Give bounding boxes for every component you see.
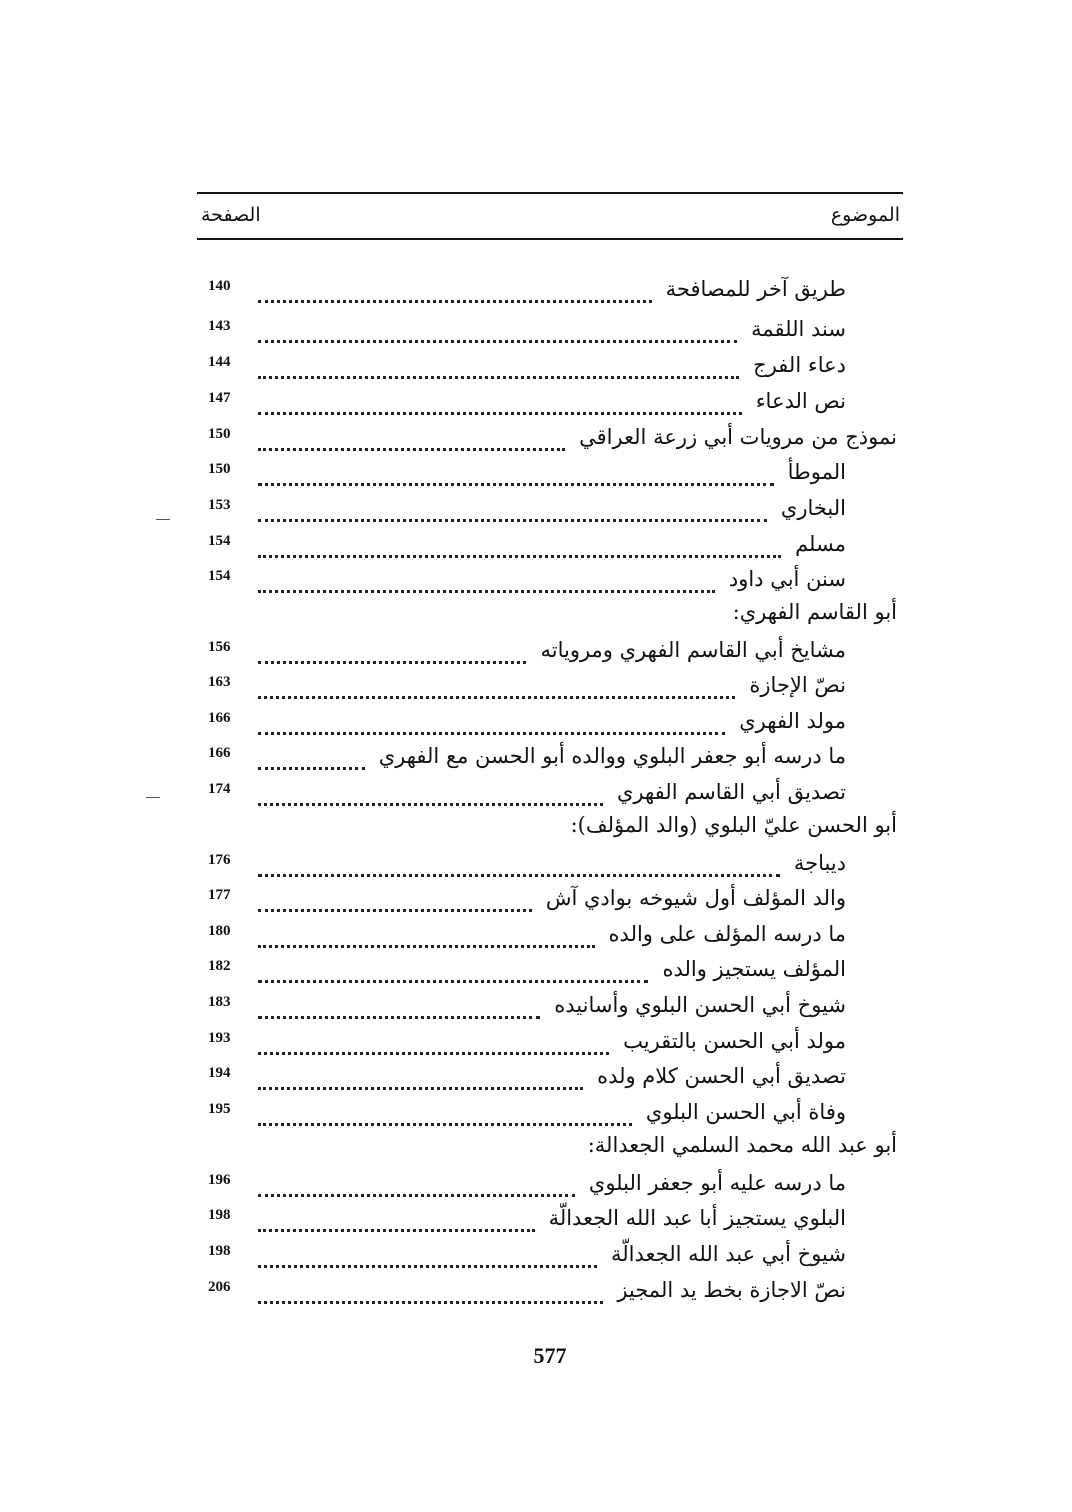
toc-entry[interactable] <box>0 993 1072 1032</box>
toc-entry-title: مسلم <box>795 532 846 556</box>
toc-entry[interactable] <box>0 567 1072 606</box>
toc-entry[interactable] <box>0 957 1072 996</box>
leader-dots <box>258 767 365 770</box>
toc-entry-title: شيوخ أبي عبد الله الجعدالّة <box>611 1242 846 1266</box>
toc-entry[interactable] <box>0 1278 1072 1317</box>
toc-entry-title: مشايخ أبي القاسم الفهري ومروياته <box>540 638 846 662</box>
toc-entry-page: 140 <box>208 278 231 294</box>
toc-entry-title: والد المؤلف أول شيوخه بوادي آش <box>545 886 846 910</box>
margin-mark <box>156 519 170 520</box>
leader-dots <box>258 980 648 983</box>
toc-entry-page: 166 <box>208 745 231 761</box>
toc-entry-page: 150 <box>208 461 231 477</box>
leader-dots <box>258 519 767 522</box>
leader-dots <box>258 909 532 912</box>
toc-entry-title: ما درسه عليه أبو جعفر البلوي <box>588 1171 846 1195</box>
toc-entry-page: 154 <box>208 533 231 549</box>
toc-entry-title: تصديق أبي الحسن كلام ولده <box>597 1064 846 1088</box>
toc-entry-page: 194 <box>208 1065 231 1081</box>
leader-dots <box>258 1301 603 1304</box>
toc-entry[interactable] <box>0 425 1072 464</box>
toc-entry-title: تصديق أبي القاسم الفهري <box>616 780 846 804</box>
header-bottom-rule <box>197 238 903 240</box>
toc-entry-page: 198 <box>208 1207 231 1223</box>
leader-dots <box>258 1194 575 1197</box>
toc-entry-title: نص الدعاء <box>755 389 846 413</box>
toc-entry-title: ما درسه المؤلف على والده <box>608 922 846 946</box>
leader-dots <box>258 483 774 486</box>
toc-entry-page: 156 <box>208 639 231 655</box>
toc-entry[interactable] <box>0 638 1072 677</box>
toc-entry-title: البخاري <box>780 496 846 520</box>
toc-entry[interactable] <box>0 460 1072 499</box>
toc-entry[interactable] <box>0 1100 1072 1139</box>
toc-entry-page: 143 <box>208 318 231 334</box>
toc-entry-page: 154 <box>208 568 231 584</box>
header-top-rule <box>197 192 903 194</box>
leader-dots <box>258 555 781 558</box>
leader-dots <box>258 696 735 699</box>
toc-entry-title: ديباجة <box>793 851 846 875</box>
toc-entry-page: 147 <box>208 390 231 406</box>
toc-entry[interactable] <box>0 886 1072 925</box>
toc-entry[interactable] <box>0 851 1072 890</box>
leader-dots <box>258 874 780 877</box>
toc-entry-page: 153 <box>208 497 231 513</box>
toc-entry-title: مولد الفهري <box>739 709 846 733</box>
toc-entry-page: 174 <box>208 781 231 797</box>
toc-entry[interactable] <box>0 317 1072 356</box>
leader-dots <box>258 300 652 303</box>
toc-entry-page: 166 <box>208 710 231 726</box>
toc-entry[interactable] <box>0 1171 1072 1210</box>
toc-section-heading: أبو الحسن عليّ البلوي (والد المؤلف): <box>570 813 897 837</box>
toc-entry[interactable] <box>0 922 1072 961</box>
toc-entry[interactable] <box>0 1242 1072 1281</box>
toc-entry-title: المؤلف يستجيز والده <box>662 957 846 981</box>
toc-entry-page: 182 <box>208 958 231 974</box>
leader-dots <box>258 590 715 593</box>
topic-column-header: الموضوع <box>830 204 900 226</box>
toc-entry[interactable] <box>0 780 1072 819</box>
toc-section-heading: أبو القاسم الفهري: <box>732 600 897 624</box>
toc-section-heading: أبو عبد الله محمد السلمي الجعدالة: <box>587 1133 897 1157</box>
toc-entry-title: وفاة أبي الحسن البلوي <box>645 1100 846 1124</box>
leader-dots <box>258 945 595 948</box>
toc-entry-title: نصّ الإجازة <box>749 673 846 697</box>
toc-entry[interactable] <box>0 496 1072 535</box>
leader-dots <box>258 1052 609 1055</box>
toc-entry-title: ما درسه أبو جعفر البلوي ووالده أبو الحسن مع الفهري <box>378 744 846 768</box>
toc-entry-title: سند اللقمة <box>751 317 846 341</box>
toc-entry-page: 195 <box>208 1101 231 1117</box>
leader-dots <box>258 1087 583 1090</box>
leader-dots <box>258 412 742 415</box>
leader-dots <box>258 1229 535 1232</box>
toc-entry-page: 150 <box>208 426 231 442</box>
page-number: 577 <box>533 1343 567 1368</box>
toc-entry[interactable] <box>0 1064 1072 1103</box>
page-column-header: الصفحة <box>201 204 261 226</box>
toc-entry-title: دعاء الفرج <box>753 353 846 377</box>
leader-dots <box>258 448 565 451</box>
toc-entry-page: 196 <box>208 1172 231 1188</box>
toc-entry-title: الموطأ <box>787 460 846 484</box>
toc-entry[interactable] <box>0 1029 1072 1068</box>
leader-dots <box>258 376 739 379</box>
toc-entry-page: 176 <box>208 852 231 868</box>
toc-entry-title: نصّ الاجازة بخط يد المجيز <box>617 1278 846 1302</box>
toc-entry-title: طريق آخر للمصافحة <box>665 277 846 301</box>
toc-entry-title: مولد أبي الحسن بالتقريب <box>623 1029 846 1053</box>
leader-dots <box>258 661 526 664</box>
leader-dots <box>258 340 737 343</box>
leader-dots <box>258 1265 597 1268</box>
toc-entry-title: شيوخ أبي الحسن البلوي وأسانيده <box>554 993 846 1017</box>
leader-dots <box>258 1016 540 1019</box>
toc-entry[interactable] <box>0 532 1072 571</box>
toc-entry-page: 198 <box>208 1243 231 1259</box>
toc-entry[interactable] <box>0 744 1072 783</box>
toc-entry[interactable] <box>0 673 1072 712</box>
leader-dots <box>258 803 603 806</box>
toc-entry-title: نموذج من مرويات أبي زرعة العراقي <box>579 425 897 449</box>
margin-mark <box>146 797 160 798</box>
toc-entry[interactable] <box>0 1206 1072 1245</box>
toc-entry-page: 206 <box>208 1279 231 1295</box>
toc-entry-page: 177 <box>208 887 231 903</box>
toc-entry[interactable] <box>0 389 1072 428</box>
toc-entry-title: سنن أبي داود <box>728 567 846 591</box>
toc-entry-page: 144 <box>208 354 231 370</box>
leader-dots <box>258 1123 632 1126</box>
leader-dots <box>258 732 725 735</box>
toc-entry-page: 193 <box>208 1030 231 1046</box>
toc-entry[interactable] <box>0 353 1072 392</box>
toc-entry[interactable] <box>0 277 1072 316</box>
toc-entry-page: 183 <box>208 994 231 1010</box>
toc-entry-title: البلوي يستجيز أبا عبد الله الجعدالّة <box>548 1206 846 1230</box>
toc-entry-page: 163 <box>208 674 231 690</box>
toc-entry-page: 180 <box>208 923 231 939</box>
